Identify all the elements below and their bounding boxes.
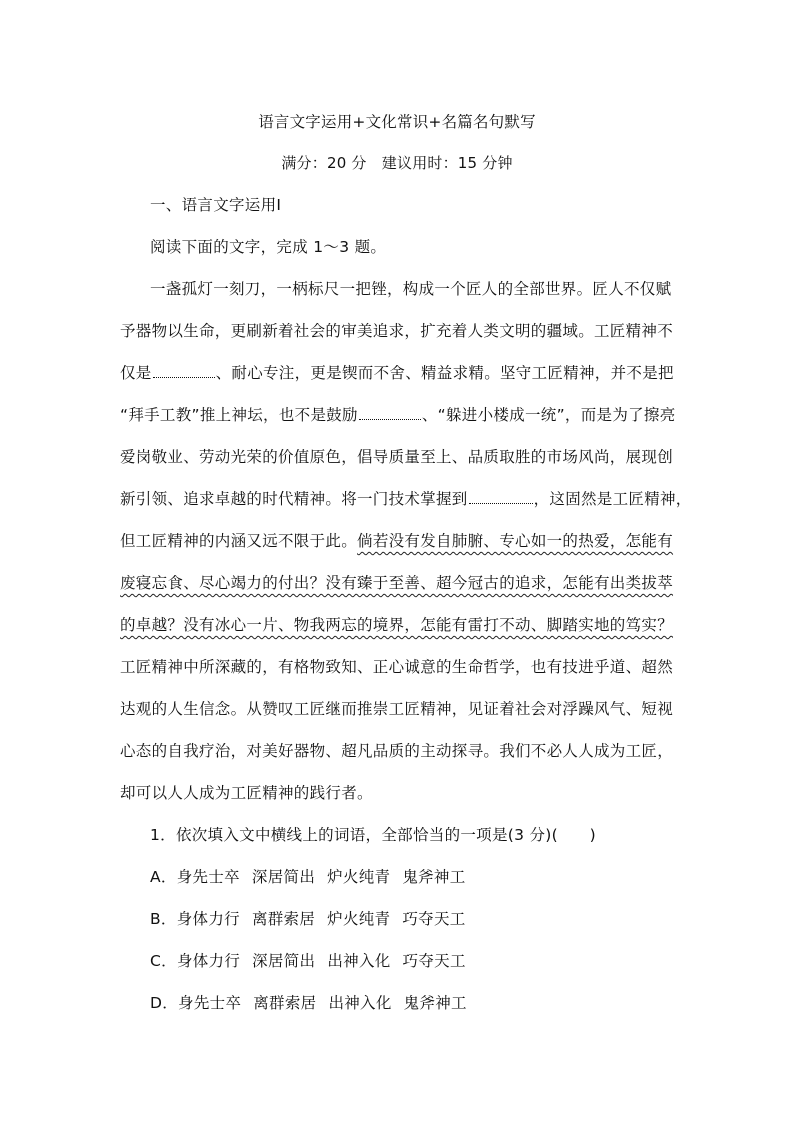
passage-text: 、耐心专注，更是锲而不舍、精益求精。坚守工匠精神，并不是把	[215, 364, 674, 382]
option-letter: C．	[150, 952, 177, 970]
option-word: 出神入化	[328, 994, 392, 1012]
passage-line: 却可以人人成为工匠精神的践行者。	[120, 784, 373, 802]
passage-line	[120, 361, 674, 383]
option-a	[150, 865, 466, 887]
passage-text: 仅是	[120, 364, 152, 382]
passage-line: 工匠精神中所深藏的，有格物致知、正心诚意的生命哲学，也有技进乎道、超然	[120, 658, 674, 676]
fill-blank-3	[469, 489, 533, 504]
option-b	[150, 907, 466, 929]
underlined-passage-text: 倘若没有发自肺腑、专心如一的热爱，怎能有	[357, 532, 674, 550]
passage-line: 一盏孤灯一刻刀，一柄标尺一把锉，构成一个匠人的全部世界。匠人不仅赋	[150, 280, 672, 298]
document-subtitle: 满分：20 分 建议用时：15 分钟	[281, 154, 513, 172]
option-word: 鬼斧神工	[403, 994, 467, 1012]
passage-line	[120, 487, 692, 509]
underlined-passage-line: 的卓越？没有冰心一片、物我两忘的境界，怎能有雷打不动、脚踏实地的笃实？	[120, 616, 674, 634]
option-word: 炉火纯青	[327, 868, 391, 886]
section-instruction: 阅读下面的文字，完成 1～3 题。	[150, 238, 387, 256]
question-stem: 1．依次填入文中横线上的词语，全部恰当的一项是(3 分)( )	[150, 826, 596, 844]
passage-text: “拜手工教”推上神坛，也不是鼓励	[120, 406, 358, 424]
section-heading: 一、语言文字运用Ⅰ	[150, 196, 282, 214]
passage-line: 达观的人生信念。从赞叹工匠继而推崇工匠精神，见证着社会对浮躁风气、短视	[120, 700, 674, 718]
option-word: 身体力行	[176, 910, 240, 928]
option-word: 身先士卒	[178, 994, 242, 1012]
option-d	[150, 991, 467, 1013]
passage-text: 但工匠精神的内涵又远不限于此。	[120, 532, 358, 550]
passage-line	[120, 403, 676, 425]
document-title: 语言文字运用+文化常识+名篇名句默写	[258, 113, 536, 131]
passage-line: 心态的自我疗治，对美好器物、超凡品质的主动探寻。我们不必人人成为工匠，	[120, 742, 674, 760]
option-word: 离群索居	[251, 910, 316, 928]
option-word: 身先士卒	[176, 868, 240, 886]
fill-blank-2	[359, 405, 421, 420]
option-word: 鬼斧神工	[402, 868, 466, 886]
option-letter: D．	[150, 994, 179, 1012]
option-c	[150, 949, 466, 971]
passage-line: 予器物以生命，更刷新着社会的审美追求，扩充着人类文明的疆域。工匠精神不	[120, 322, 674, 340]
passage-line: 爱岗敬业、劳动光荣的价值原色，倡导质量至上、品质取胜的市场风尚，展现创	[120, 448, 674, 466]
passage-text: ，这固然是工匠精神，	[533, 490, 692, 508]
option-word: 离群索居	[253, 994, 317, 1012]
passage-text: 、“躲进小楼成一统”，而是为了擦亮	[421, 406, 676, 424]
option-word: 巧夺天工	[402, 952, 466, 970]
passage-line	[120, 529, 673, 551]
option-word: 深居简出	[251, 868, 316, 886]
option-word: 出神入化	[327, 952, 391, 970]
underlined-passage-line: 废寝忘食、尽心竭力的付出？没有臻于至善、超今冠古的追求，怎能有出类拔萃	[120, 574, 674, 592]
option-word: 巧夺天工	[402, 910, 466, 928]
option-word: 深居简出	[252, 952, 316, 970]
passage-text: 新引领、追求卓越的时代精神。将一门技术掌握到	[120, 490, 468, 508]
option-letter: B．	[150, 910, 177, 928]
option-word: 身体力行	[176, 952, 241, 970]
option-letter: A．	[150, 868, 177, 886]
option-word: 炉火纯青	[327, 910, 391, 928]
fill-blank-1	[153, 363, 215, 378]
